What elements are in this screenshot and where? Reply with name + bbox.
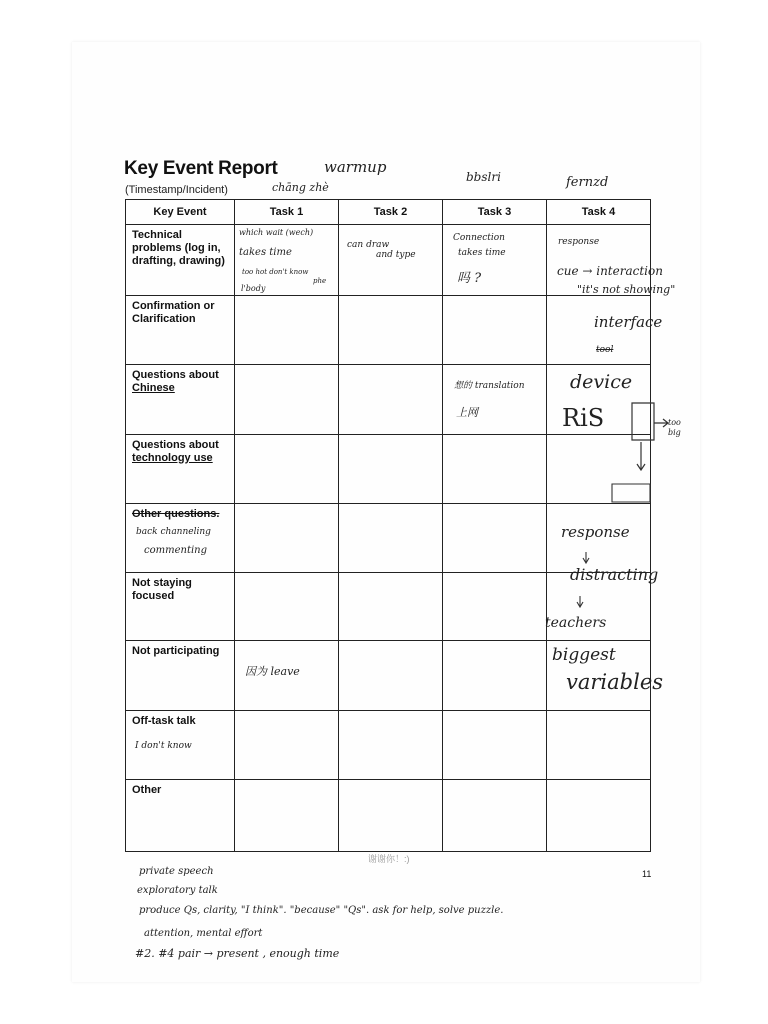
note-t4-chinese-3: too big [668, 418, 681, 437]
row-label-technical-problems: Technical problems (log in, drafting, drawing) [126, 225, 235, 296]
row-label-confirmation: Confirmation or Clarification [126, 296, 235, 365]
note-t3-tech-1: Connection [453, 233, 505, 243]
page-number: 11 [642, 869, 652, 879]
note-t4-tech-1: response [558, 237, 600, 247]
note-warmup: warmup [324, 158, 387, 176]
note-t4-conf-2: tool [596, 345, 614, 355]
row-label-other-questions: Other questions. [126, 503, 235, 572]
arrow-right-sketch [654, 419, 668, 427]
note-t4-tech-2: cue → interaction [557, 264, 663, 278]
note-t4-conf-1: interface [594, 313, 663, 331]
note-t4-focus-1: distracting [570, 565, 659, 584]
note-t3-chinese-1: 想的 translation [454, 381, 525, 391]
column-header: Task 4 [547, 200, 651, 225]
column-header: Task 1 [235, 200, 339, 225]
note-offtask: I don't know [135, 741, 192, 751]
device-box-sketch [632, 403, 654, 440]
arrow-down-sketch [637, 442, 645, 470]
note-bottom-5: #2. #4 pair → present , enough time [135, 947, 340, 960]
note-t4-otherq: response [561, 523, 630, 541]
note-t2-tech-1: can draw [347, 240, 390, 250]
note-bottom-2: exploratory talk [137, 885, 218, 896]
note-bbslri: bbslri [466, 170, 501, 184]
row-label-not-focused: Not staying focused [126, 573, 235, 641]
note-t1-tech-3: too hot don't know [242, 268, 309, 276]
report-title: Key Event Report [124, 158, 278, 179]
note-t1-tech-2: takes time [239, 247, 292, 258]
note-t4-focus-2: teachers [545, 615, 607, 631]
note-t4-notpart-2: variables [566, 670, 664, 694]
note-t2-tech-2: and type [376, 250, 416, 260]
note-t3-tech-2: takes time [458, 248, 506, 258]
column-header: Task 2 [339, 200, 443, 225]
note-t4-chinese-2: RiS [562, 404, 605, 432]
note-t1-tech-1: which wait (wech) [239, 228, 314, 237]
row-label-questions-technology: Questions about technology use [126, 434, 235, 503]
report-subtitle: (Timestamp/Incident) [125, 184, 228, 196]
note-t4-notpart-1: biggest [552, 645, 616, 665]
note-bottom-1: private speech [139, 866, 214, 877]
note-t3-chinese-2: 上网 [456, 406, 478, 419]
row-label-other: Other [126, 779, 235, 851]
note-t4-tech-3: "it's not showing" [577, 283, 676, 296]
arrow-down-sketch-3 [577, 596, 583, 607]
small-box-sketch [612, 484, 650, 502]
note-bottom-3: produce Qs, clarity, "I think". "because" "Qs". ask for help, solve puzzle. [139, 905, 504, 916]
note-t1-tech-5: phe [313, 277, 327, 285]
note-t4-chinese-1: device [570, 371, 633, 393]
note-zhao: chāng zhè [272, 181, 329, 194]
arrow-down-sketch-2 [583, 552, 589, 563]
note-fernd: fernzd [566, 175, 609, 190]
note-t3-tech-3: 吗 ? [457, 271, 482, 286]
column-header: Key Event [126, 200, 235, 225]
column-header: Task 3 [443, 200, 547, 225]
note-bottom-4: attention, mental effort [144, 928, 263, 939]
note-t1-tech-4: l'body [241, 284, 266, 293]
note-t1-notpart: 因为 leave [245, 665, 300, 678]
row-label-off-task: Off-task talk [126, 710, 235, 779]
row-label-not-participating: Not participating [126, 641, 235, 710]
row-label-questions-chinese: Questions about Chinese [126, 365, 235, 434]
note-other-q-2: commenting [144, 545, 208, 556]
note-other-q-1: back channeling [136, 527, 211, 537]
footer-thanks: 谢谢你！:) [368, 854, 410, 864]
